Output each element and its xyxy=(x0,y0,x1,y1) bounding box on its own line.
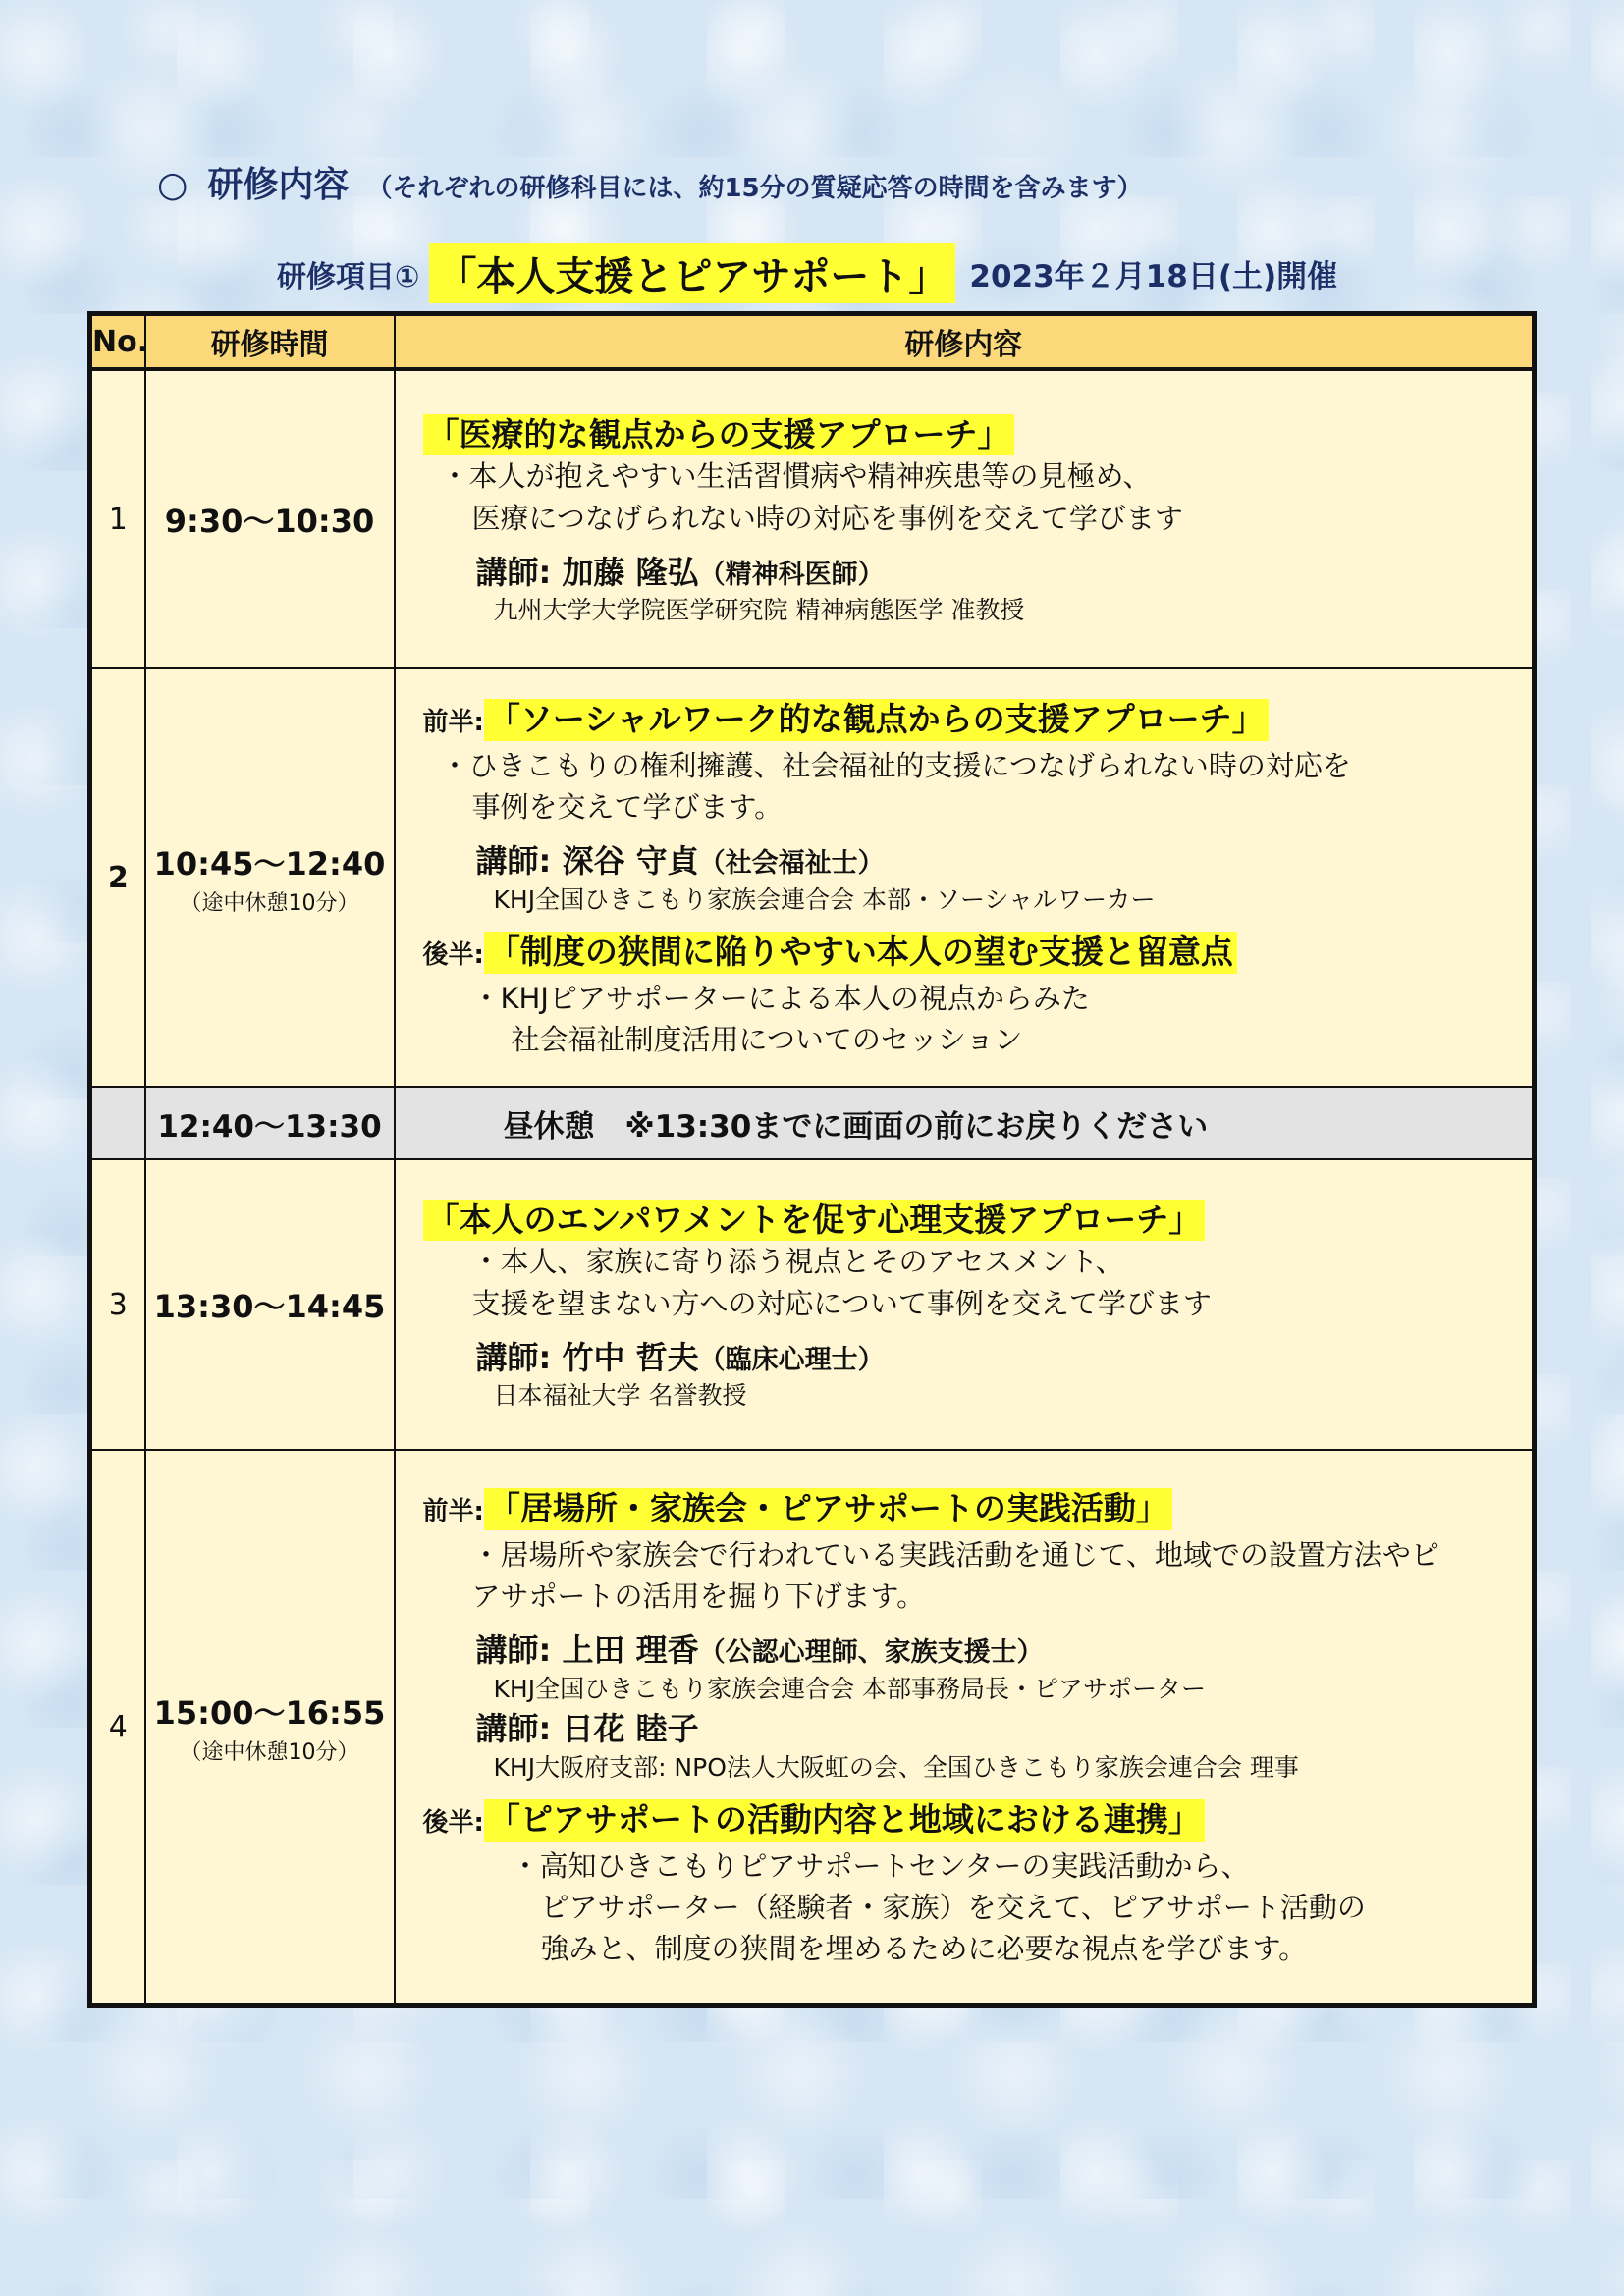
row-number: 2 xyxy=(90,668,145,1087)
row-number: 4 xyxy=(90,1450,145,2005)
session-topic: 「居場所・家族会・ピアサポートの実践活動」 xyxy=(484,1488,1172,1530)
lecturer xyxy=(423,1338,1523,1379)
lecturer-role: （社会福祉士） xyxy=(698,848,885,880)
session-description: ・ひきこもりの権利擁護、社会福祉的支援につなげられない時の対応を xyxy=(440,748,1351,782)
second-half xyxy=(423,932,1523,974)
break-text: 昼休憩 ※13:30までに画面の前にお戻りください xyxy=(395,1087,1535,1159)
training-item-heading xyxy=(277,243,1337,303)
lecturer-affiliation: KHJ全国ひきこもり家族会連合会 本部・ソーシャルワーカー xyxy=(493,884,1156,914)
section-heading xyxy=(157,157,1143,207)
lecturer-role: （公認心理師、家族支援士） xyxy=(698,1637,1044,1669)
table-row xyxy=(90,668,1535,1087)
lecturer-name: 講師: 深谷 守貞 xyxy=(475,842,699,881)
session-description: ・KHJピアサポーターによる本人の視点からみた xyxy=(471,981,1090,1015)
lecturer-name: 講師: 加藤 隆弘 xyxy=(475,553,699,591)
session-topic: 「医療的な観点からの支援アプローチ」 xyxy=(423,414,1014,456)
lecturer xyxy=(423,553,1523,594)
first-half xyxy=(423,1488,1523,1530)
session-description: ・本人、家族に寄り添う視点とそのアセスメント、 xyxy=(471,1245,1124,1279)
session-description: アサポートの活用を掘り下げます。 xyxy=(471,1579,926,1614)
section-title: 研修内容 xyxy=(207,165,350,205)
session-description: 支援を望まない方への対応について事例を交えて学びます xyxy=(471,1286,1212,1320)
session-time: 13:30～14:45 xyxy=(145,1159,395,1450)
session-description: ・居場所や家族会で行われている実践活動を通じて、地域での設置方法やピ xyxy=(471,1538,1439,1573)
schedule-table xyxy=(87,311,1537,2008)
lecturer xyxy=(423,1709,1523,1750)
row-number: 1 xyxy=(90,369,145,668)
lecturer-role: （臨床心理士） xyxy=(698,1344,885,1375)
session-topic: 「制度の狭間に陥りやすい本人の望む支援と留意点 xyxy=(484,932,1237,974)
table-header-row xyxy=(90,314,1535,370)
table-row xyxy=(90,369,1535,668)
first-half-label: 前半: xyxy=(422,708,484,738)
session-description: ・本人が抱えやすい生活習慣病や精神疾患等の見極め、 xyxy=(440,459,1152,494)
lecturer-name: 講師: 上田 理香 xyxy=(475,1631,699,1670)
lecturer xyxy=(423,1630,1523,1672)
lunch-break-row xyxy=(90,1087,1535,1159)
lecturer xyxy=(423,841,1523,882)
session-content xyxy=(395,1450,1535,2005)
lecturer-affiliation: KHJ全国ひきこもり家族会連合会 本部事務局長・ピアサポーター xyxy=(493,1674,1207,1703)
lecturer-role: （精神科医師） xyxy=(698,559,885,590)
session-content xyxy=(395,668,1535,1087)
session-description: 社会福祉制度活用についてのセッション xyxy=(511,1022,1023,1056)
second-half xyxy=(423,1799,1523,1842)
session-description: 医療につなげられない時の対応を事例を交えて学びます xyxy=(471,501,1183,535)
second-half-label: 後半: xyxy=(422,939,484,970)
session-topic: 「ソーシャルワーク的な観点からの支援アプローチ」 xyxy=(484,699,1269,741)
table-row xyxy=(90,1159,1535,1450)
row-number: 3 xyxy=(90,1159,145,1450)
session-time: 9:30～10:30 xyxy=(145,369,395,668)
circle-bullet-icon: ○ xyxy=(157,165,189,205)
training-item-label: 研修項目① xyxy=(277,259,420,294)
session-description: ・高知ひきこもりピアサポートセンターの実践活動から、 xyxy=(511,1848,1250,1883)
header-time: 研修時間 xyxy=(145,314,395,370)
session-time xyxy=(145,1450,395,2005)
session-time-note: （途中休憩10分） xyxy=(180,1739,359,1765)
table-row xyxy=(90,1450,1535,2005)
session-description: 事例を交えて学びます。 xyxy=(471,790,784,825)
break-time: 12:40～13:30 xyxy=(145,1087,395,1159)
session-time xyxy=(145,668,395,1087)
first-half-label: 前半: xyxy=(422,1497,484,1527)
session-content xyxy=(395,369,1535,668)
session-description: ピアサポーター（経験者・家族）を交えて、ピアサポート活動の xyxy=(540,1891,1366,1924)
lecturer-affiliation: KHJ大阪府支部: NPO法人大阪虹の会、全国ひきこもり家族会連合会 理事 xyxy=(493,1752,1299,1782)
header-no: No. xyxy=(90,314,145,370)
training-item-date: 2023年２月18日(土)開催 xyxy=(969,259,1338,294)
session-topic: 「ピアサポートの活動内容と地域における連携」 xyxy=(484,1799,1205,1842)
header-content: 研修内容 xyxy=(395,314,1535,370)
session-topic: 「本人のエンパワメントを促す心理支援アプローチ」 xyxy=(423,1200,1206,1242)
session-content xyxy=(395,1159,1535,1450)
session-description: 強みと、制度の狭間を埋めるために必要な視点を学びます。 xyxy=(540,1932,1308,1966)
section-note: （それぞれの研修科目には、約15分の質疑応答の時間を含みます） xyxy=(366,174,1143,203)
lecturer-name: 講師: 竹中 哲夫 xyxy=(475,1338,699,1376)
lecturer-name: 講師: 日花 睦子 xyxy=(475,1710,699,1748)
second-half-label: 後半: xyxy=(422,1808,484,1838)
first-half xyxy=(423,699,1523,741)
session-time-note: （途中休憩10分） xyxy=(180,890,359,916)
lecturer-affiliation: 九州大学大学院医学研究院 精神病態医学 准教授 xyxy=(493,596,1025,625)
session-time-value: 10:45～12:40 xyxy=(153,844,386,882)
training-item-title: 「本人支援とピアサポート」 xyxy=(429,243,955,303)
break-number-cell xyxy=(90,1087,145,1159)
lecturer-affiliation: 日本福祉大学 名誉教授 xyxy=(493,1381,747,1411)
session-time-value: 15:00～16:55 xyxy=(153,1693,386,1732)
